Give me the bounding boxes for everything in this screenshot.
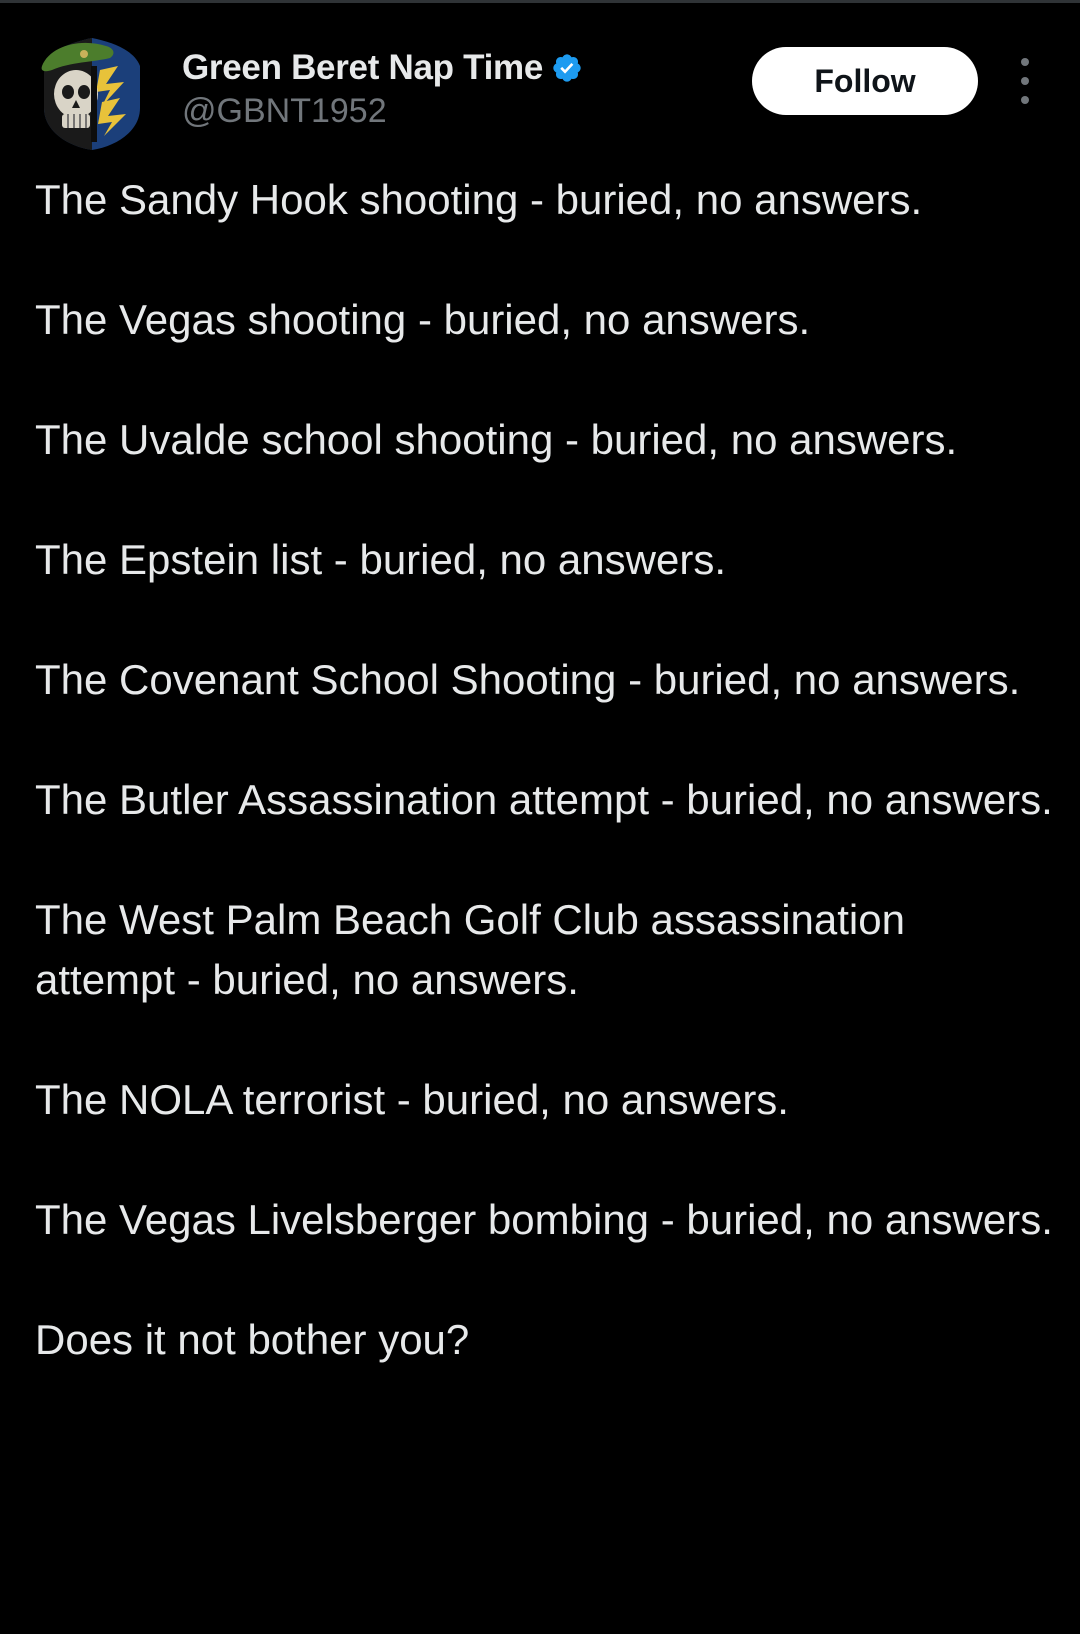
tweet-paragraph: The Uvalde school shooting - buried, no answers. bbox=[35, 416, 958, 463]
tweet-paragraph: The Butler Assassination attempt - buried, no answers. bbox=[35, 776, 1053, 823]
user-handle[interactable]: @GBNT1952 bbox=[182, 92, 387, 130]
tweet-header bbox=[0, 0, 1080, 170]
green-beret-skull-avatar-icon bbox=[40, 36, 144, 152]
tweet-paragraph: The Vegas shooting - buried, no answers. bbox=[35, 296, 811, 343]
tweet-paragraph: The Sandy Hook shooting - buried, no answers. bbox=[35, 176, 923, 223]
tweet-text bbox=[35, 170, 1055, 1370]
tweet-paragraph: The Epstein list - buried, no answers. bbox=[35, 536, 726, 583]
more-dot bbox=[1021, 96, 1029, 104]
display-name-row[interactable] bbox=[182, 44, 583, 92]
more-dot bbox=[1021, 77, 1029, 85]
more-options-icon[interactable] bbox=[1010, 58, 1040, 104]
tweet-paragraph: The Vegas Livelsberger bombing - buried, no answers. bbox=[35, 1196, 1053, 1243]
tweet-paragraph: The Covenant School Shooting - buried, no answers. bbox=[35, 656, 1021, 703]
avatar[interactable] bbox=[40, 36, 144, 152]
verified-badge-icon[interactable] bbox=[551, 52, 583, 84]
more-dot bbox=[1021, 58, 1029, 66]
tweet-paragraph: Does it not bother you? bbox=[35, 1316, 470, 1363]
tweet-paragraph: The NOLA terrorist - buried, no answers. bbox=[35, 1076, 789, 1123]
tweet-paragraph: The West Palm Beach Golf Club assassination attempt - buried, no answers. bbox=[35, 896, 905, 1003]
display-name[interactable]: Green Beret Nap Time bbox=[182, 48, 543, 87]
follow-button[interactable]: Follow bbox=[752, 47, 978, 115]
